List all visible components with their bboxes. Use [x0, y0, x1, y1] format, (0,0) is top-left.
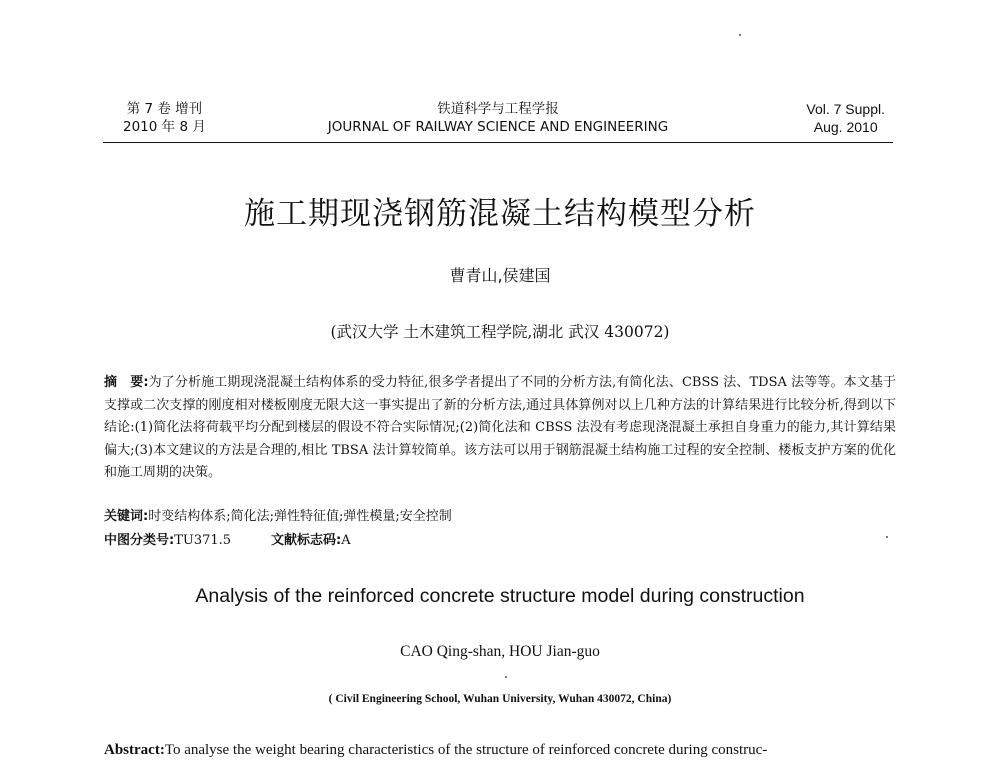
- authors-en: CAO Qing-shan, HOU Jian-guo: [400, 643, 600, 660]
- journal-name-en: JOURNAL OF RAILWAY SCIENCE AND ENGINEERING: [327, 119, 669, 135]
- paper-title-en: Analysis of the reinforced concrete structure model during construction: [195, 585, 805, 607]
- scan-speck: [505, 676, 507, 678]
- header-right: [806, 100, 885, 136]
- doc-code-label: 文献标志码:: [271, 533, 342, 548]
- keywords-zh: [104, 507, 896, 527]
- journal-name-zh: 铁道科学与工程学报: [437, 101, 559, 117]
- abstract-en: [104, 740, 904, 760]
- classification-line: [104, 531, 896, 551]
- keywords-label: 关键词:: [104, 509, 149, 524]
- date-zh: 2010 年 8 月: [123, 119, 206, 135]
- clc-label: 中图分类号:: [104, 533, 175, 548]
- running-header: [103, 100, 893, 146]
- affiliation-en: ( Civil Engineering School, Wuhan University, Wuhan 430072, China): [328, 693, 672, 705]
- abstract-en-label: Abstract:: [104, 742, 165, 758]
- header-center: [103, 100, 893, 136]
- clc-value: TU371.5: [174, 533, 232, 548]
- abstract-en-text: To analyse the weight bearing characteristics of the structure of reinforced concrete during construc-: [164, 742, 768, 758]
- volume-en: Vol. 7 Suppl.: [806, 101, 885, 117]
- authors-zh: 曹青山,侯建国: [449, 266, 551, 285]
- date-en: Aug. 2010: [813, 119, 878, 135]
- doc-code-value: A: [341, 533, 351, 548]
- volume-zh: 第 7 卷 增刊: [126, 101, 203, 117]
- keywords-text: 时变结构体系;简化法;弹性特征值;弹性模量;安全控制: [148, 509, 452, 524]
- affiliation-zh: (武汉大学 土木建筑工程学院,湖北 武汉 430072): [330, 323, 670, 341]
- paper-title-zh: 施工期现浇钢筋混凝土结构模型分析: [244, 196, 756, 232]
- scan-speck: [739, 34, 741, 36]
- scan-speck: [886, 536, 888, 538]
- header-rule: [103, 142, 893, 143]
- abstract-zh: [104, 372, 896, 485]
- abstract-zh-label: 摘 要:: [104, 375, 149, 390]
- abstract-zh-text: 为了分析施工期现浇混凝土结构体系的受力特征,很多学者提出了不同的分析方法,有简化法、CBSS 法、TDSA 法等等。本文基于支撑或二次支撑的刚度相对楼板刚度无限大这一事实提出了新的分析方法,通过具体算例对以上几种方法的计算结果进行比较分析,得到以下结论:(1)简化法将荷载平均分配到楼层的假设不符合实际情况;(2)简化法和 CBSS 法没有考虑现浇混凝土承担自身重力的能力,其计算结果偏大;(3)本文建议的方法是合理的,相比 TBSA 法计算较简单。该方法可以用于钢筋混凝土结构施工过程的安全控制、楼板支护方案的优化和施工周期的决策。: [104, 375, 896, 480]
